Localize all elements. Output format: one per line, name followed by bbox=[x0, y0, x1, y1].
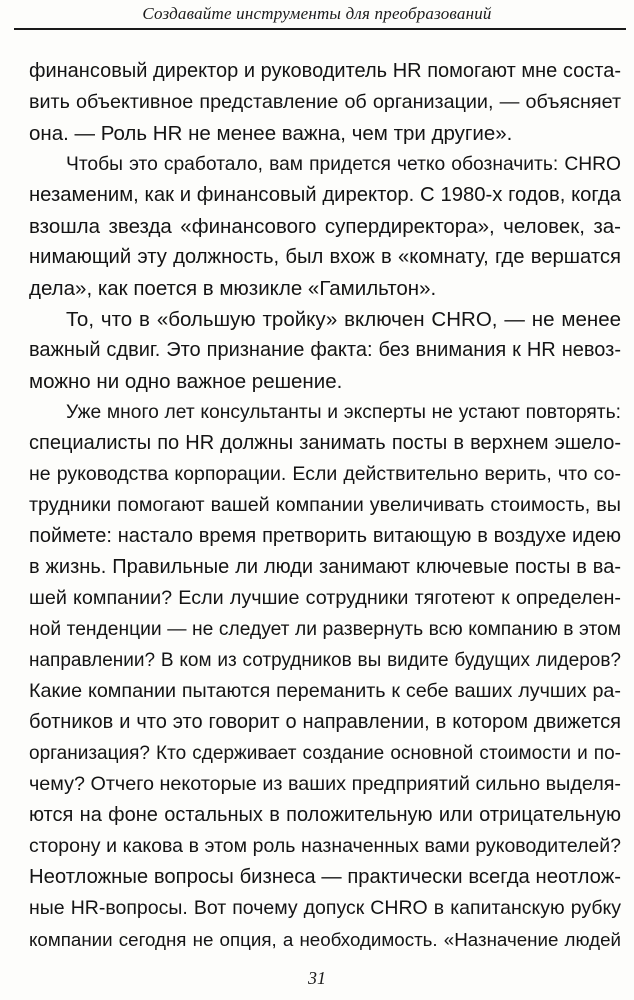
text-line: ные HR-вопросы. Вот почему допуск CHRO в капитанскую рубку bbox=[29, 897, 621, 919]
text-line: Уже много лет консультанты и эксперты не устают повторять: bbox=[66, 402, 621, 423]
text-line: То, что в «большую тройку» включен CHRO, — не менее bbox=[66, 308, 621, 331]
text-line: взошла звезда «финансового супердиректора», человек, за- bbox=[29, 215, 621, 238]
text-line: Чтобы это сработало, вам придется четко обозначить: CHRO bbox=[66, 154, 621, 175]
header-rule bbox=[14, 28, 626, 30]
text-line: шей компании? Если лучшие сотрудники тяготеют к определен- bbox=[29, 587, 621, 609]
text-line: компании сегодня не опция, а необходимость. «Назначение людей bbox=[29, 929, 621, 950]
text-line: вить объективное представление об организации, — объясняет bbox=[29, 91, 621, 113]
text-line: в жизнь. Правильные ли люди занимают ключевые посты в ва- bbox=[29, 556, 621, 578]
text-line: Неотложные вопросы бизнеса — практически всегда неотлож- bbox=[29, 866, 621, 888]
text-line: ботников и что это говорит о направлении, в котором движется bbox=[29, 711, 621, 733]
page-number: 31 bbox=[308, 968, 326, 988]
text-line: дела», как поется в мюзикле «Гамильтон». bbox=[29, 277, 437, 300]
text-line: ются на фоне остальных в положительную или отрицательную bbox=[29, 804, 621, 826]
text-line: она. — Роль HR не менее важна, чем три другие». bbox=[29, 122, 513, 145]
text-line: Какие компании пытаются переманить к себе ваших лучших ра- bbox=[29, 680, 621, 702]
running-head: Создавайте инструменты для преобразований bbox=[142, 4, 492, 23]
text-line: ной тенденции — не следует ли развернуть всю компанию в этом bbox=[29, 619, 621, 640]
text-line: важный сдвиг. Это признание факта: без внимания к HR невоз- bbox=[29, 339, 621, 361]
text-line: направлении? В ком из сотрудников вы видите будущих лидеров? bbox=[29, 650, 621, 671]
text-line: финансовый директор и руководитель HR помогают мне соста- bbox=[29, 60, 621, 82]
text-line: организация? Кто сдерживает создание основной стоимости и по- bbox=[29, 743, 621, 764]
text-line: нимающий эту должность, был вхож в «комнату, где вершатся bbox=[29, 246, 621, 268]
text-line: незаменим, как и финансовый директор. С 1980-х годов, когда bbox=[29, 184, 621, 206]
text-line: не руководства корпорации. Если действительно верить, что со- bbox=[29, 463, 621, 485]
text-line: специалисты по HR должны занимать посты в верхнем эшело- bbox=[29, 432, 621, 454]
text-line: поймете: настало время претворить витающую в воздухе идею bbox=[29, 525, 621, 547]
body-text bbox=[29, 56, 621, 955]
text-line: трудники помогают вашей компании увеличивать стоимость, вы bbox=[29, 494, 621, 516]
text-line: чему? Отчего некоторые из ваших предприятий сильно выделя- bbox=[29, 773, 621, 795]
text-line: можно ни одно важное решение. bbox=[29, 370, 343, 393]
text-line: сторону и какова в этом роль назначенных вами руководителей? bbox=[29, 835, 621, 857]
